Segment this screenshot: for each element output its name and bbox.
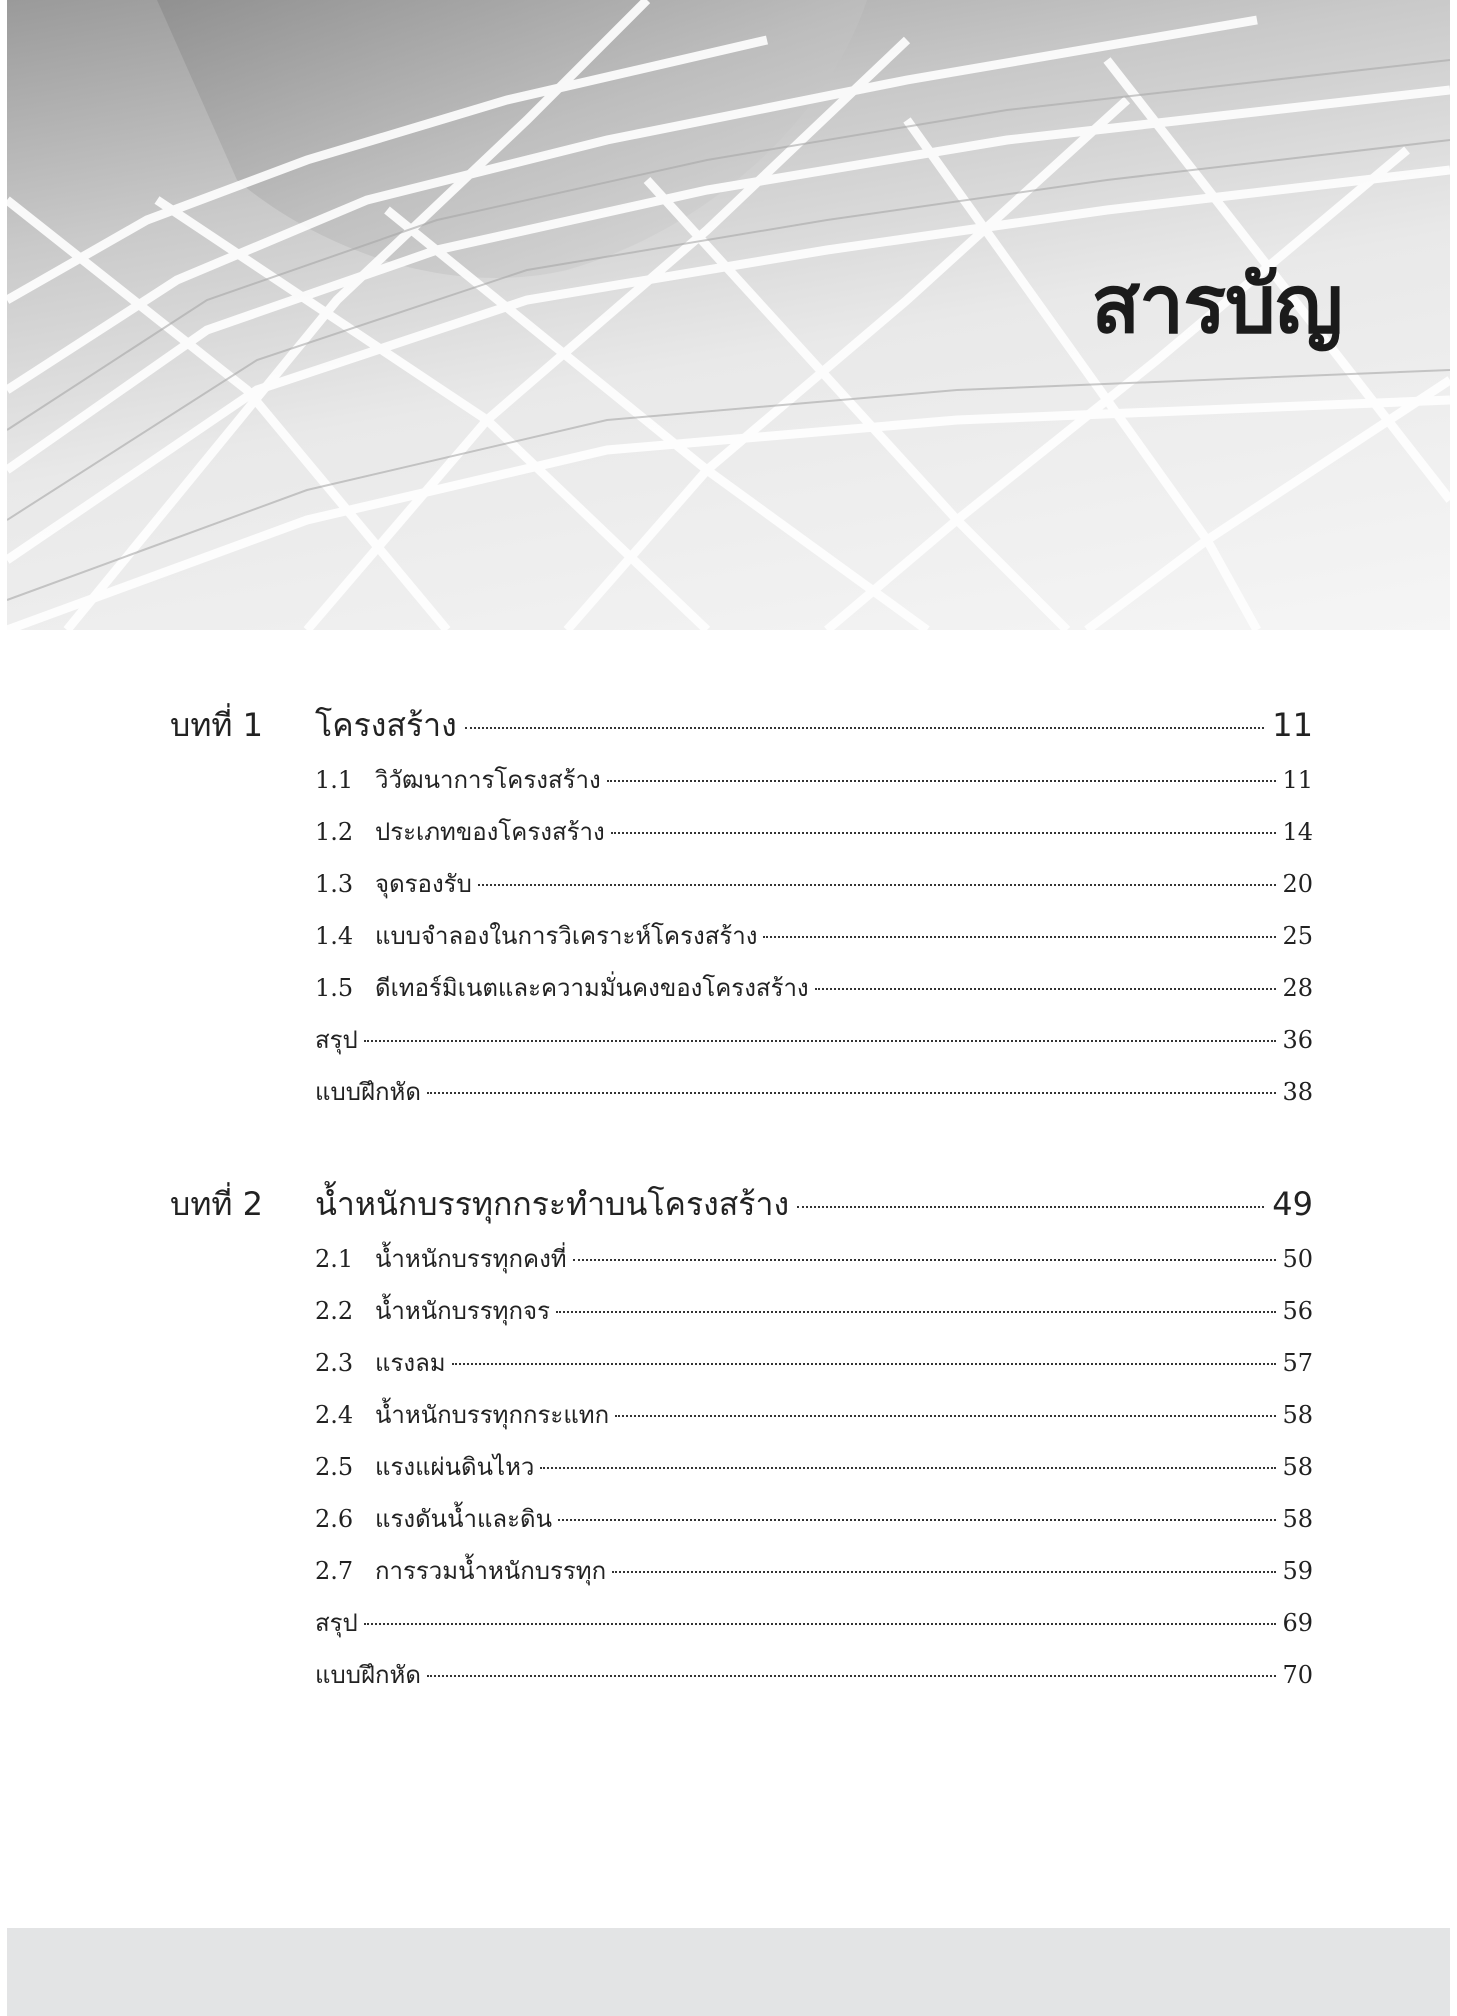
toc-entry[interactable]: [315, 1291, 1313, 1343]
entry-title: ประเภทของโครงสร้าง: [375, 818, 605, 846]
entry-number: 2.3: [315, 1349, 354, 1377]
chapter-heading[interactable]: [170, 1179, 1313, 1239]
entry-number: 1.5: [315, 974, 354, 1002]
entry-title: แรงดันน้ำและดิน: [375, 1505, 553, 1533]
toc-entry[interactable]: [315, 1343, 1313, 1395]
entry-number: 2.2: [315, 1297, 354, 1325]
toc-entry[interactable]: [315, 1551, 1313, 1603]
entry-page-number: 58: [1282, 1505, 1313, 1533]
entry-page-number: 28: [1282, 974, 1313, 1002]
dot-leader: [612, 1571, 1276, 1573]
entry-title: แบบฝึกหัด: [315, 1078, 421, 1106]
chapter-label: บทที่ 2: [170, 1185, 264, 1223]
dot-leader: [478, 884, 1277, 886]
chapter-page-number: 49: [1272, 1185, 1313, 1223]
dot-leader: [452, 1363, 1277, 1365]
entry-title: สรุป: [315, 1026, 358, 1054]
entry-title: แรงลม: [375, 1349, 446, 1377]
dot-leader: [763, 936, 1276, 938]
entry-number: 2.5: [315, 1453, 354, 1481]
entry-title: การรวมน้ำหนักบรรทุก: [375, 1557, 607, 1585]
toc-entry[interactable]: [315, 1603, 1313, 1655]
entry-page-number: 11: [1282, 766, 1313, 794]
dot-leader: [465, 727, 1265, 729]
dot-leader: [427, 1092, 1277, 1094]
dot-leader: [427, 1675, 1277, 1677]
dot-leader: [797, 1206, 1264, 1208]
entry-page-number: 38: [1282, 1078, 1313, 1106]
toc-entry[interactable]: [315, 1395, 1313, 1447]
entry-number: 1.4: [315, 922, 354, 950]
entry-title: แรงแผ่นดินไหว: [375, 1453, 535, 1481]
toc-entry[interactable]: [315, 1655, 1313, 1707]
dot-leader: [607, 780, 1277, 782]
entry-title: ดีเทอร์มิเนตและความมั่นคงของโครงสร้าง: [375, 974, 809, 1002]
dot-leader: [611, 832, 1277, 834]
chapter-title: น้ำหนักบรรทุกกระทำบนโครงสร้าง: [315, 1185, 790, 1223]
entry-page-number: 25: [1282, 922, 1313, 950]
entry-page-number: 56: [1282, 1297, 1313, 1325]
entry-page-number: 50: [1282, 1245, 1313, 1273]
entry-number: 2.6: [315, 1505, 354, 1533]
entry-number: 1.2: [315, 818, 354, 846]
entry-page-number: 70: [1282, 1661, 1313, 1689]
toc-entry[interactable]: [315, 864, 1313, 916]
toc-entry[interactable]: [315, 760, 1313, 812]
entry-page-number: 58: [1282, 1453, 1313, 1481]
entry-title: วิวัฒนาการโครงสร้าง: [375, 766, 601, 794]
chapter-label: บทที่ 1: [170, 706, 264, 744]
footer-band: [7, 1928, 1450, 2016]
dot-leader: [556, 1311, 1276, 1313]
toc-entry[interactable]: [315, 1499, 1313, 1551]
page-title: สารบัญ: [1091, 258, 1342, 351]
entry-number: 2.7: [315, 1557, 354, 1585]
dot-leader: [540, 1467, 1276, 1469]
dot-leader: [815, 988, 1277, 990]
dot-leader: [615, 1415, 1276, 1417]
entry-page-number: 58: [1282, 1401, 1313, 1429]
entry-title: แบบฝึกหัด: [315, 1661, 421, 1689]
toc-entry[interactable]: [315, 1447, 1313, 1499]
entry-title: แบบจำลองในการวิเคราะห์โครงสร้าง: [375, 922, 758, 950]
toc-entry[interactable]: [315, 1239, 1313, 1291]
entry-number: 1.3: [315, 870, 354, 898]
entry-page-number: 69: [1282, 1609, 1313, 1637]
chapter-page-number: 11: [1272, 706, 1313, 744]
entry-number: 2.4: [315, 1401, 354, 1429]
chapter-1: [170, 700, 1313, 1124]
dot-leader: [364, 1623, 1277, 1625]
dot-leader: [558, 1519, 1276, 1521]
dot-leader: [364, 1040, 1277, 1042]
dot-leader: [573, 1259, 1277, 1261]
entry-title: น้ำหนักบรรทุกคงที่: [375, 1245, 567, 1273]
toc-entry[interactable]: [315, 812, 1313, 864]
toc-entry[interactable]: [315, 1072, 1313, 1124]
entry-page-number: 14: [1282, 818, 1313, 846]
entry-title: น้ำหนักบรรทุกจร: [375, 1297, 550, 1325]
entry-title: สรุป: [315, 1609, 358, 1637]
chapter-title: โครงสร้าง: [315, 706, 457, 744]
toc-entry[interactable]: [315, 968, 1313, 1020]
toc-entry[interactable]: [315, 1020, 1313, 1072]
toc-entry[interactable]: [315, 916, 1313, 968]
entry-title: น้ำหนักบรรทุกกระแทก: [375, 1401, 610, 1429]
table-of-contents: [170, 700, 1313, 1762]
chapter-2: [170, 1179, 1313, 1707]
entry-page-number: 59: [1282, 1557, 1313, 1585]
entry-number: 1.1: [315, 766, 354, 794]
chapter-heading[interactable]: [170, 700, 1313, 760]
entry-page-number: 57: [1282, 1349, 1313, 1377]
entry-page-number: 20: [1282, 870, 1313, 898]
entry-number: 2.1: [315, 1245, 354, 1273]
entry-title: จุดรองรับ: [375, 870, 472, 898]
entry-page-number: 36: [1282, 1026, 1313, 1054]
